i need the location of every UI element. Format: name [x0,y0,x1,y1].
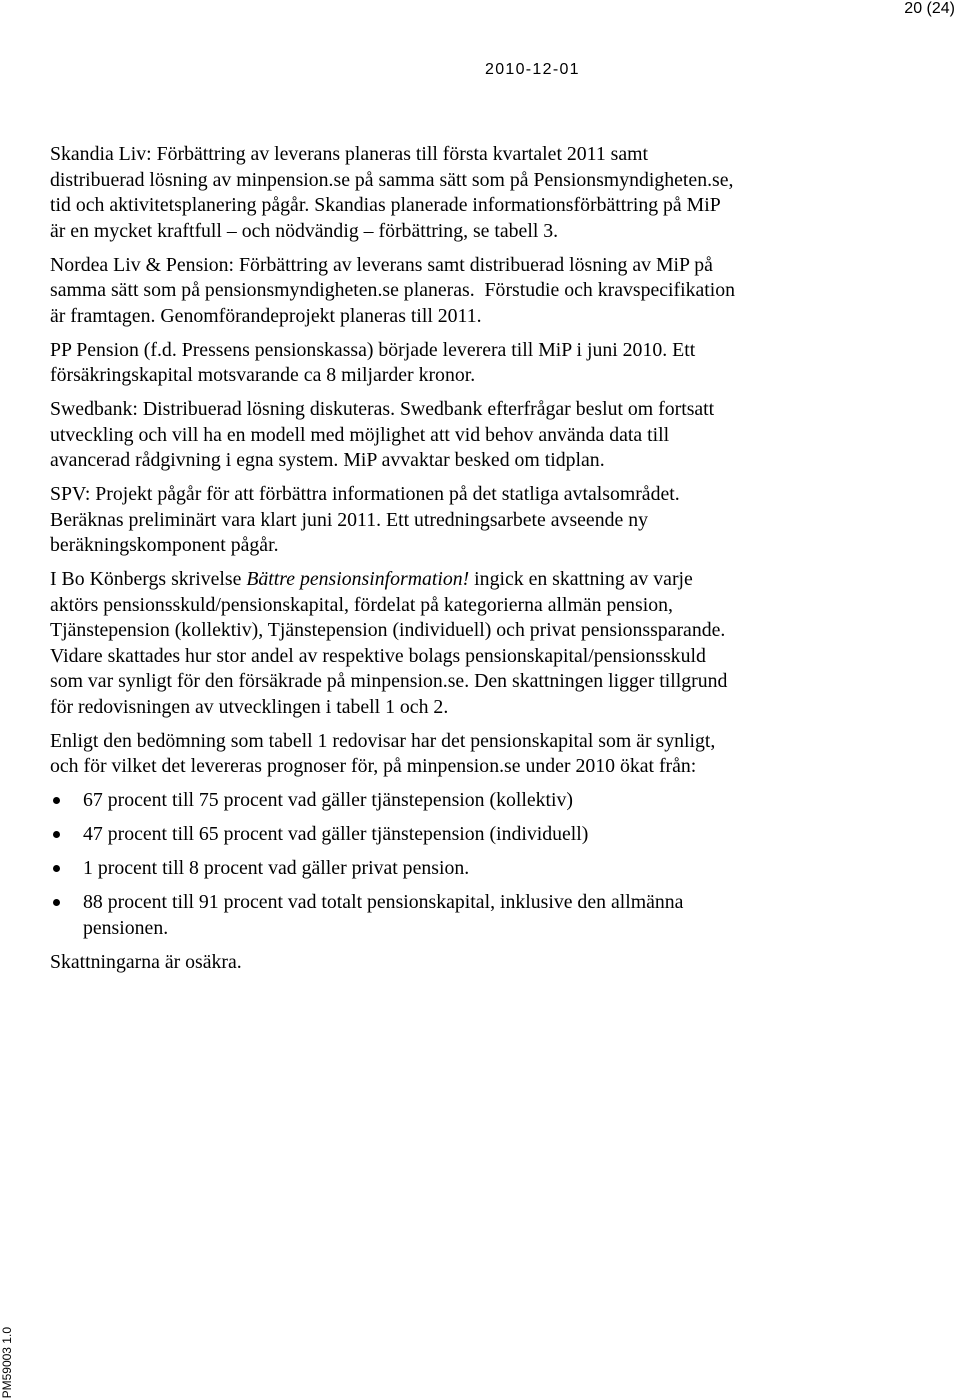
text-line: är en mycket kraftfull – och nödvändig – förbättring, se tabell 3. [50,219,559,242]
publication-title: Bättre pensionsinformation! [246,568,470,590]
text-line: 1 procent till 8 procent vad gäller privat pension. [83,857,470,879]
text-line: SPV: Projekt pågår för att förbättra informationen på det statliga avtalsområdet. [50,483,680,505]
paragraph-swedbank [50,397,870,474]
bullet-item [50,856,870,882]
text-segment: ingick en skattning av varje [469,568,693,590]
text-line: beräkningskomponent pågår. [50,534,279,556]
text-line: Nordea Liv & Pension: Förbättring av leverans samt distribuerad lösning av MiP på [50,253,713,276]
text-line: Enligt den bedömning som tabell 1 redovisar har det pensionskapital som är synligt, [50,729,716,752]
form-code: PM59003 1.0 [0,1326,14,1398]
text-line: Tjänstepension (kollektiv), Tjänstepension (individuell) och privat pensionssparande. [50,619,726,641]
text-line: Skandia Liv: Förbättring av leverans planeras till första kvartalet 2011 samt [50,143,649,165]
closing-note [50,950,870,976]
text-line: Beräknas preliminärt vara klart juni 2011. Ett utredningsarbete avseende ny [50,508,648,531]
text-line: försäkringskapital motsvarande ca 8 miljarder kronor. [50,364,476,386]
text-line: Vidare skattades hur stor andel av respektive bolags pensionskapital/pensionsskuld [50,644,706,667]
bullet-icon [53,797,60,804]
document-date: 2010-12-01 [485,61,580,78]
paragraph-spv [50,482,870,559]
bullet-icon [53,831,60,838]
text-line: tid och aktivitetsplanering pågår. Skandias planerade informationsförbättring på MiP [50,194,721,216]
text-line: 47 procent till 65 procent vad gäller tjänstepension (individuell) [83,823,589,845]
text-line [50,567,870,593]
text-line: pensionen. [83,916,169,939]
page-number: 20 (24) [904,0,955,17]
text-segment: I Bo Könbergs skrivelse [50,568,247,590]
text-line: 88 procent till 91 procent vad totalt pensionskapital, inklusive den allmänna [83,891,684,913]
bullet-item [50,822,870,848]
text-line: är framtagen. Genomförandeprojekt planeras till 2011. [50,304,482,327]
text-line: distribuerad lösning av minpension.se på samma sätt som på Pensionsmyndigheten.se, [50,168,734,191]
paragraph-nordea [50,253,870,330]
text-line: för redovisningen av utvecklingen i tabell 1 och 2. [50,695,449,718]
text-line: PP Pension (f.d. Pressens pensionskassa) började leverera till MiP i juni 2010. Ett [50,338,696,361]
paragraph-konberg-estimate [50,567,870,720]
bullet-icon [53,899,60,906]
paragraph-pp-pension [50,338,870,389]
bullet-item [50,890,870,941]
text-line: som var synligt för den försäkrade på minpension.se. Den skattningen ligger tillgrund [50,670,728,692]
text-line: utveckling och vill ha en modell med möjlighet att vid behov använda data till [50,423,670,446]
text-line: och för vilket det levereras prognoser för, på minpension.se under 2010 ökat från: [50,755,697,777]
text-line: 67 procent till 75 procent vad gäller tjänstepension (kollektiv) [83,789,574,811]
document-body [50,142,870,975]
paragraph-skandia-liv [50,142,870,244]
text-line: Swedbank: Distribuerad lösning diskuteras. Swedbank efterfrågar beslut om fortsatt [50,398,715,420]
text-line: avancerad rådgivning i egna system. MiP avvaktar besked om tidplan. [50,449,605,471]
bullet-icon [53,865,60,872]
text-line: Skattningarna är osäkra. [50,950,242,973]
bullet-item [50,788,870,814]
text-line: samma sätt som på pensionsmyndigheten.se planeras. Förstudie och kravspecifikation [50,279,736,301]
paragraph-assessment-intro [50,729,870,780]
text-line: aktörs pensionsskuld/pensionskapital, fördelat på kategorierna allmän pension, [50,593,673,616]
bullet-list [50,788,870,941]
